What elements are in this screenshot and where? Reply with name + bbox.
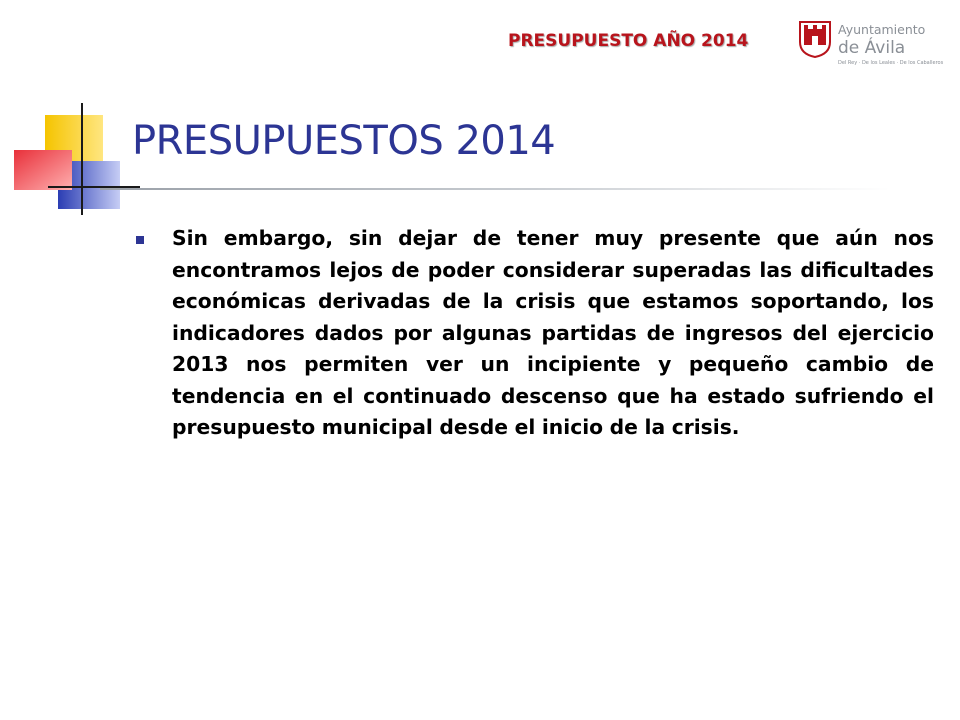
- logo-text-de-avila: de Ávila: [838, 38, 906, 58]
- logo-text-ayuntamiento: Ayuntamiento: [838, 22, 926, 37]
- title-underline: [100, 188, 890, 190]
- logo-motto: Del Rey · De los Leales · De los Caballeros: [838, 60, 944, 66]
- city-emblem-icon: [798, 20, 832, 58]
- header-title: PRESUPUESTO AÑO 2014: [508, 31, 749, 51]
- slide-title: PRESUPUESTOS 2014: [132, 118, 556, 164]
- ayuntamiento-logo: [798, 20, 948, 66]
- bullet-paragraph: Sin embargo, sin dejar de tener muy presente que aún nos encontramos lejos de poder considerar superadas las dificultades económicas derivadas de la crisis que estamos soportando, los indicadores dados por algunas partidas de ingresos del ejercicio 2013 nos permiten ver un incipiente y pequeño cambio de tendencia en el continuado descenso que ha estado sufriendo el presupuesto municipal desde el inicio de la crisis.: [172, 226, 934, 439]
- bullet-marker: [136, 236, 144, 244]
- decorative-squares: [0, 95, 140, 225]
